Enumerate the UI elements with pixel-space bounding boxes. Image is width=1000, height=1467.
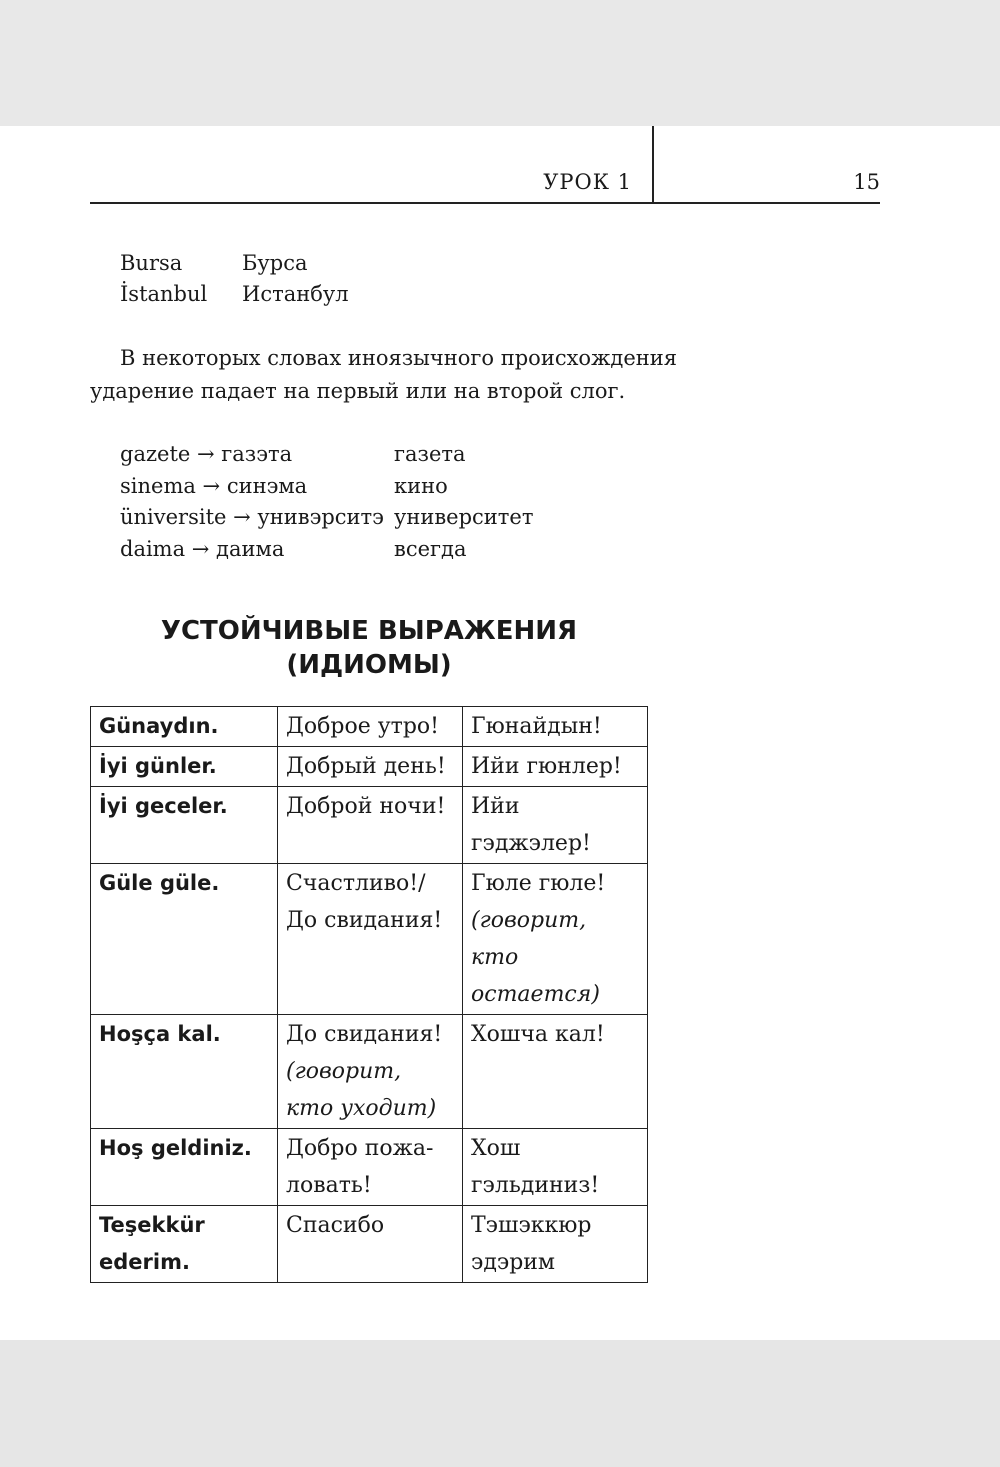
- stress-translation: всегда: [394, 537, 467, 561]
- idiom-turkish: Hoş geldiniz.: [91, 1129, 278, 1206]
- section-title: [90, 614, 648, 682]
- idiom-russian-note: (говорит, кто уходит): [286, 1059, 437, 1121]
- idiom-russian-text: До свидания!: [286, 1022, 443, 1047]
- idiom-pronunciation: [463, 1129, 648, 1206]
- table-row: [91, 864, 648, 1015]
- idiom-turkish: İyi geceler.: [91, 787, 278, 864]
- idiom-pronunciation: [463, 707, 648, 747]
- table-row: [91, 1206, 648, 1283]
- idiom-russian: [278, 1129, 463, 1206]
- idiom-russian: [278, 787, 463, 864]
- idioms-table: [90, 706, 648, 1283]
- paragraph-line: ударение падает на первый или на второй слог.: [90, 379, 626, 403]
- table-row: [91, 1015, 648, 1129]
- scan-background: [0, 1340, 1000, 1467]
- idiom-pronunciation-text: Хош гэльдиниз!: [471, 1136, 600, 1198]
- city-turkish: İstanbul: [120, 282, 208, 306]
- idiom-pronunciation-text: Ийи гэджэлер!: [471, 794, 591, 856]
- idiom-russian-text: Добро пожа-ловать!: [286, 1136, 434, 1198]
- idiom-pronunciation-text: Ийи гюнлер!: [471, 754, 622, 779]
- idiom-pronunciation-text: Гюнайдын!: [471, 714, 602, 739]
- idiom-pronunciation: [463, 1015, 648, 1129]
- idiom-pronunciation-text: Хошча кал!: [471, 1022, 605, 1047]
- book-page: [0, 126, 1000, 1340]
- stress-word: daima → даима: [120, 537, 285, 561]
- stress-translation: университет: [394, 505, 534, 529]
- idiom-russian: [278, 864, 463, 1015]
- idiom-pronunciation: [463, 787, 648, 864]
- stress-word: gazete → газэта: [120, 442, 293, 466]
- idiom-turkish: İyi günler.: [91, 747, 278, 787]
- idiom-turkish: Günaydın.: [91, 707, 278, 747]
- idiom-turkish: Hoşça kal.: [91, 1015, 278, 1129]
- section-title-line: (ИДИОМЫ): [286, 650, 452, 680]
- paragraph-line: В некоторых словах иноязычного происхождения: [120, 346, 677, 370]
- idiom-pronunciation-note: (говорит, кто остается): [471, 908, 600, 1007]
- chapter-label: УРОК 1: [543, 170, 632, 194]
- idiom-russian-text: Счастливо!/ До свидания!: [286, 871, 443, 933]
- idiom-turkish: Teşekkür ederim.: [91, 1206, 278, 1283]
- table-row: [91, 707, 648, 747]
- stress-translation: кино: [394, 474, 448, 498]
- idiom-russian-text: Доброй ночи!: [286, 794, 446, 819]
- city-russian: Бурса: [242, 251, 308, 275]
- idiom-pronunciation-text: Тэшэккюр эдэрим: [471, 1213, 592, 1275]
- idiom-russian: [278, 707, 463, 747]
- section-title-line: УСТОЙЧИВЫЕ ВЫРАЖЕНИЯ: [160, 616, 578, 646]
- idiom-pronunciation: [463, 747, 648, 787]
- table-row: [91, 1129, 648, 1206]
- city-russian: Истанбул: [242, 282, 349, 306]
- header-vertical-rule: [652, 126, 654, 203]
- idiom-russian-text: Спасибо: [286, 1213, 385, 1238]
- idiom-russian-text: Добрый день!: [286, 754, 446, 779]
- stress-word: üniversite → унивэрситэ: [120, 505, 384, 529]
- stress-translation: газета: [394, 442, 466, 466]
- stress-word: sinema → синэма: [120, 474, 308, 498]
- table-row: [91, 747, 648, 787]
- page-number: 15: [853, 170, 880, 194]
- idiom-turkish: Güle güle.: [91, 864, 278, 1015]
- idiom-russian-text: Доброе утро!: [286, 714, 440, 739]
- table-row: [91, 787, 648, 864]
- city-turkish: Bursa: [120, 251, 183, 275]
- idiom-russian: [278, 1206, 463, 1283]
- idiom-pronunciation: [463, 864, 648, 1015]
- idiom-pronunciation: [463, 1206, 648, 1283]
- header-rule: [90, 202, 880, 204]
- stress-paragraph: [90, 342, 690, 408]
- idiom-pronunciation-text: Гюле гюле!: [471, 871, 606, 896]
- idiom-russian: [278, 1015, 463, 1129]
- idiom-russian: [278, 747, 463, 787]
